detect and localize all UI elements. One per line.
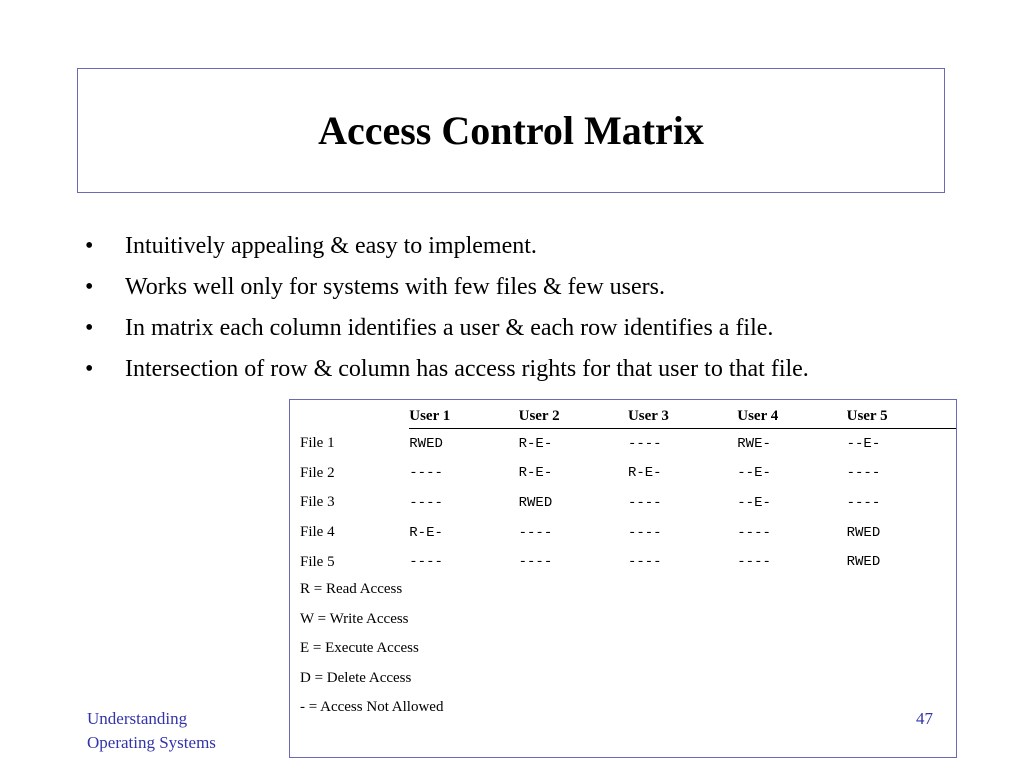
table-cell: RWED xyxy=(846,554,881,571)
table-cell: R-E- xyxy=(518,435,553,452)
legend-item-execute: E = Execute Access xyxy=(300,640,419,657)
table-cell: ---- xyxy=(846,494,881,511)
bullet-text: Intersection of row & column has access rights for that user to that file. xyxy=(125,356,809,382)
table-cell: ---- xyxy=(518,524,553,541)
bullet-item xyxy=(85,267,809,308)
table-cell: --E- xyxy=(846,435,881,452)
column-header-user-4: User 4 xyxy=(737,404,846,429)
bullet-item xyxy=(85,349,809,390)
table-cell: ---- xyxy=(846,465,881,482)
table-cell: ---- xyxy=(737,524,771,541)
table-cell: RWE- xyxy=(737,435,771,452)
bullet-list xyxy=(85,226,809,390)
table-cell: --E- xyxy=(737,494,771,511)
bullet-item xyxy=(85,308,809,349)
table-row xyxy=(300,547,956,577)
table-row xyxy=(300,488,956,518)
table-row xyxy=(300,459,956,489)
access-matrix-table xyxy=(300,404,956,577)
slide-title: Access Control Matrix xyxy=(318,108,704,153)
bullet-text: Works well only for systems with few files & few users. xyxy=(125,274,665,300)
bullet-dot: • xyxy=(85,233,94,259)
bullet-item xyxy=(85,226,809,267)
table-cell: ---- xyxy=(409,554,443,571)
matrix-corner xyxy=(300,404,409,429)
course-footer-line-1: Understanding xyxy=(87,709,188,728)
legend-item-read: R = Read Access xyxy=(300,581,403,597)
bullet-text: In matrix each column identifies a user & each row identifies a file. xyxy=(125,315,774,341)
access-matrix-box xyxy=(289,399,957,758)
table-cell: --E- xyxy=(737,465,771,482)
table-cell: R-E- xyxy=(409,524,443,541)
access-legend xyxy=(300,575,443,723)
table-cell: ---- xyxy=(409,465,443,482)
column-header-user-3: User 3 xyxy=(628,404,737,429)
bullet-dot: • xyxy=(85,315,94,341)
table-cell: ---- xyxy=(518,554,553,571)
row-header-file-4: File 4 xyxy=(300,524,335,541)
row-header-file-3: File 3 xyxy=(300,494,335,511)
table-cell: ---- xyxy=(627,554,662,571)
course-footer-line-2: Operating Systems xyxy=(87,733,216,752)
course-footer xyxy=(87,707,216,755)
table-cell: ---- xyxy=(627,435,662,452)
row-header-file-5: File 5 xyxy=(300,553,335,570)
table-cell: R-E- xyxy=(518,465,553,482)
table-cell: RWED xyxy=(518,494,553,511)
table-cell: RWED xyxy=(409,435,443,452)
table-cell: RWED xyxy=(846,524,881,541)
legend-item-delete: D = Delete Access xyxy=(300,669,412,686)
table-cell: R-E- xyxy=(627,465,662,482)
table-cell: ---- xyxy=(627,494,662,511)
table-row xyxy=(300,518,956,548)
legend-item-write: W = Write Access xyxy=(300,610,409,627)
title-box xyxy=(77,68,945,193)
matrix-header-row xyxy=(300,404,956,429)
bullet-dot: • xyxy=(85,356,94,382)
bullet-dot: • xyxy=(85,274,94,300)
legend-item-not-allowed: - = Access Not Allowed xyxy=(300,699,444,716)
column-header-user-2: User 2 xyxy=(519,404,628,429)
row-header-file-2: File 2 xyxy=(300,464,335,481)
row-header-file-1: File 1 xyxy=(300,435,335,452)
page-number: 47 xyxy=(916,709,933,728)
table-cell: ---- xyxy=(627,524,662,541)
table-cell: ---- xyxy=(409,494,443,511)
column-header-user-5: User 5 xyxy=(847,404,956,429)
table-row xyxy=(300,429,956,459)
bullet-text: Intuitively appealing & easy to implement. xyxy=(125,233,537,259)
column-header-user-1: User 1 xyxy=(409,404,518,429)
table-cell: ---- xyxy=(737,554,771,571)
